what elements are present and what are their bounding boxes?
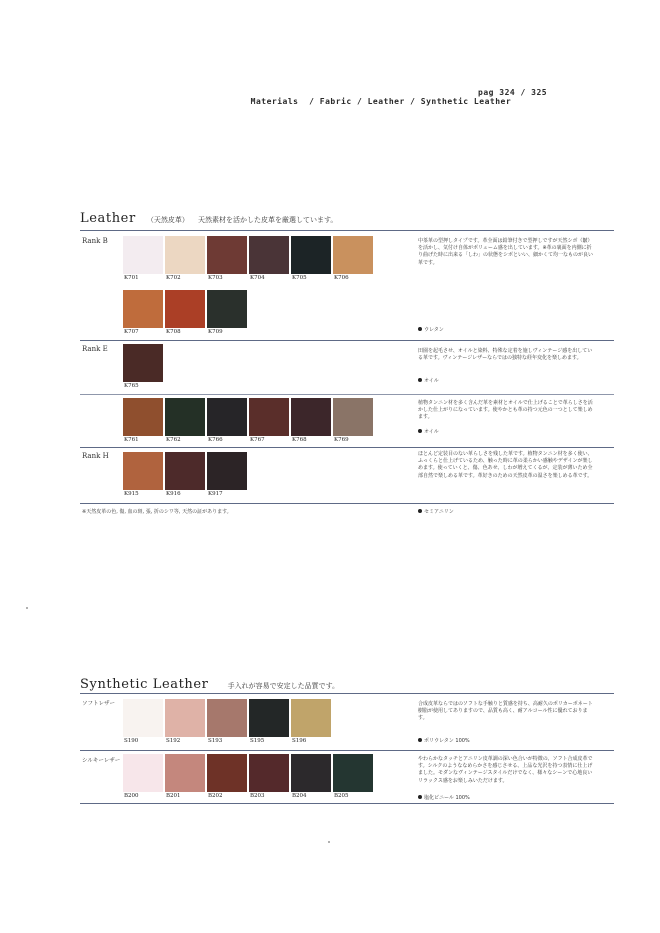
swatch-code: K761	[124, 437, 139, 443]
color-swatch	[123, 452, 163, 490]
swatch-code: K701	[124, 275, 139, 281]
swatch-code: B205	[334, 793, 349, 799]
swatch-code: S192	[166, 738, 181, 744]
leather-subtitle: 天然素材を活かした皮革を厳選しています。	[197, 216, 338, 224]
silky-leather-label: シルキーレザー	[82, 758, 121, 764]
bullet-icon	[418, 509, 422, 513]
swatch-code: B203	[250, 793, 265, 799]
rank-h-material-text: セミアニリン	[424, 509, 454, 515]
color-swatch	[165, 290, 205, 328]
color-swatch	[249, 236, 289, 274]
color-swatch	[291, 398, 331, 436]
color-swatch	[249, 699, 289, 737]
swatch-code: B201	[166, 793, 181, 799]
rank-h-description: ほとんど定装目のない革らしさを残した革です。植物タンニン材を多く使い、ふっくらと仕上げているため、触った時に革の柔らかい感触やデザインが楽しめます。使っていくと、傷、色あせ、しわが増えてくるが、定装が薄いため全部自然で楽しめる革です。革好きのための天然皮革の温さを楽しめる革です。	[418, 451, 593, 479]
divider	[80, 503, 614, 504]
color-swatch	[207, 452, 247, 490]
soft-leather-label: ソフトレザー	[82, 701, 116, 707]
divider	[80, 750, 614, 751]
color-swatch	[249, 398, 289, 436]
color-swatch	[207, 398, 247, 436]
color-swatch	[123, 236, 163, 274]
swatch-code: S190	[124, 738, 139, 744]
color-swatch	[123, 398, 163, 436]
swatch-code: K707	[124, 329, 139, 335]
header-breadcrumb	[240, 88, 511, 106]
divider	[80, 803, 614, 804]
rank-e-description-1: 田園を起毛させ、オイルと染料、特殊な定着を施しヴィンテージ感を出している革です。ヴィンテージレザーならではの独特な経年変化を楽しめます。	[418, 348, 593, 362]
color-swatch	[123, 290, 163, 328]
swatch-code: K768	[292, 437, 307, 443]
bullet-icon	[418, 738, 422, 742]
bullet-icon	[418, 795, 422, 799]
swatch-code: K762	[166, 437, 181, 443]
color-swatch	[291, 699, 331, 737]
rank-h-material	[418, 508, 454, 515]
swatch-code: S193	[208, 738, 223, 744]
rank-e-material-2-text: オイル	[424, 429, 439, 435]
color-swatch	[165, 398, 205, 436]
soft-leather-description: 合成皮革ならではのソフトな手触りと質感を持ち、高耐久のポリカーボネート樹脂が使用してありますので、品質も高く、耐アルコール性に優れております。	[418, 701, 593, 722]
color-swatch	[207, 754, 247, 792]
soft-leather-material	[418, 737, 470, 744]
color-swatch	[123, 344, 163, 382]
silky-leather-description: やわらかなタッチとアニリン皮革調の深い色合いが特徴の、ソフト合成皮革です。シルクのようななめらかさを感じさせる、上品な光沢を持つ表情に仕上げました。モダンなヴィンテージスタイルだけでなく、様々なシーンで心地良いリラックス感をお楽しみいただけます。	[418, 756, 593, 784]
color-swatch	[123, 754, 163, 792]
color-swatch	[207, 290, 247, 328]
color-swatch	[333, 754, 373, 792]
bullet-icon	[418, 327, 422, 331]
color-swatch	[291, 754, 331, 792]
color-swatch	[333, 398, 373, 436]
divider	[80, 447, 614, 448]
swatch-code: K709	[208, 329, 223, 335]
color-swatch	[207, 699, 247, 737]
color-swatch	[165, 754, 205, 792]
swatch-code: K917	[208, 491, 223, 497]
synthetic-title: Synthetic Leather	[80, 677, 209, 692]
rank-e-material-2	[418, 428, 439, 435]
color-swatch	[291, 236, 331, 274]
scan-speck	[328, 841, 330, 843]
synthetic-subtitle: 手入れが容易で安定した品質です。	[227, 682, 340, 690]
swatch-code: K767	[250, 437, 265, 443]
leather-title-paren: （天然皮革）	[146, 216, 189, 224]
leather-note: ※天然皮革の色, 傷, 血の斑, 張, 折のシワ等, 天然の証があります。	[82, 509, 232, 515]
swatch-code: K708	[166, 329, 181, 335]
color-swatch	[207, 236, 247, 274]
color-swatch	[123, 699, 163, 737]
bullet-icon	[418, 429, 422, 433]
silky-leather-material	[418, 794, 470, 801]
swatch-code: K915	[124, 491, 139, 497]
soft-leather-material-text: ポリウレタン 100%	[424, 738, 470, 744]
bullet-icon	[418, 378, 422, 382]
breadcrumb-text: Materials / Fabric / Leather / Synthetic Leather	[250, 97, 512, 106]
swatch-code: B204	[292, 793, 307, 799]
color-swatch	[333, 236, 373, 274]
rank-e-material-1-text: オイル	[424, 378, 439, 384]
swatch-code: K766	[208, 437, 223, 443]
swatch-code: B200	[124, 793, 139, 799]
page-number: pag 324 / 325	[478, 88, 548, 97]
swatch-code: K703	[208, 275, 223, 281]
rank-e-label: Rank E	[82, 345, 108, 353]
rank-h-label: Rank H	[82, 452, 109, 460]
swatch-code: S195	[250, 738, 265, 744]
divider	[80, 340, 614, 341]
swatch-code: K702	[166, 275, 181, 281]
divider	[80, 394, 614, 395]
rank-b-material-text: ウレタン	[424, 327, 444, 333]
scan-speck	[26, 607, 28, 609]
leather-section-heading	[80, 207, 337, 226]
swatch-code: K705	[292, 275, 307, 281]
swatch-code: K706	[334, 275, 349, 281]
rank-b-label: Rank B	[82, 237, 108, 245]
rank-b-material	[418, 326, 444, 333]
color-swatch	[249, 754, 289, 792]
synthetic-section-heading	[80, 673, 339, 692]
rank-e-description-2: 植物タンニン材を多く含んだ革を素材とオイルで仕上げることで革らしさを活かした仕上がりになっています。使やかとも革の持つ元色の一つとして楽しめます。	[418, 400, 593, 421]
swatch-code: K765	[124, 383, 139, 389]
color-swatch	[165, 452, 205, 490]
color-swatch	[165, 236, 205, 274]
color-swatch	[165, 699, 205, 737]
rank-b-description: 中茶革の型押しタイプです。革全面は鉛筆付きで型押しですが天然シボ（皺）を活かし、気付け自体がボリューム感を出しています。※革の裏面を内側に折り曲げた時に出来る「しわ」の状態をシボといい、細かくて均一なものが良い革です。	[418, 238, 594, 266]
leather-title: Leather	[80, 211, 136, 226]
swatch-code: K916	[166, 491, 181, 497]
divider	[80, 693, 614, 694]
swatch-code: K769	[334, 437, 349, 443]
silky-leather-material-text: 塩化ビニール 100%	[424, 795, 470, 801]
swatch-code: S196	[292, 738, 307, 744]
swatch-code: B202	[208, 793, 223, 799]
divider	[80, 230, 614, 231]
rank-e-material-1	[418, 377, 439, 384]
swatch-code: K704	[250, 275, 265, 281]
